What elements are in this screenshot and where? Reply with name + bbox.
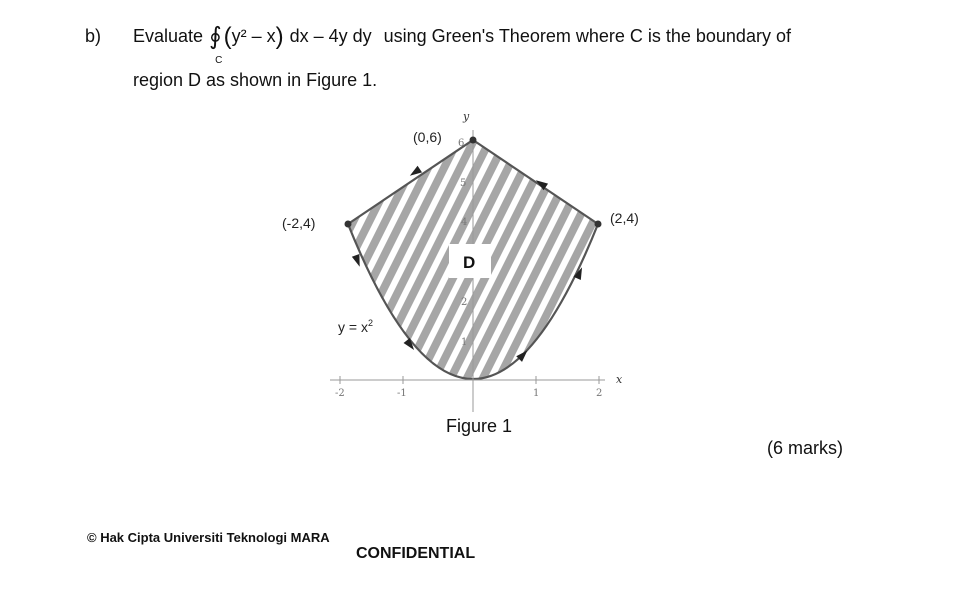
hatch-stripe	[584, 120, 724, 400]
y-axis-label: y	[463, 110, 470, 123]
y-tick-label-1: 1	[461, 337, 468, 348]
question-intro: Evaluate	[133, 26, 204, 46]
x-tick-label-neg1: -1	[397, 388, 407, 399]
hatch-stripe	[664, 120, 804, 400]
vertex-2-4	[595, 221, 602, 228]
question-line-2: region D as shown in Figure 1.	[133, 70, 378, 90]
integral-subscript: C	[215, 54, 223, 66]
confidential-label: CONFIDENTIAL	[356, 545, 476, 562]
hatch-stripe	[200, 120, 340, 400]
vertex-0-6	[470, 137, 477, 144]
curve-label: $y = x^2$	[338, 318, 373, 335]
y-tick-label-6: 6	[458, 138, 465, 149]
hatch-stripe	[616, 120, 756, 400]
question-label: b)	[85, 26, 102, 46]
y-tick-label-2: 2	[461, 297, 468, 308]
copyright-notice: © Hak Cipta Universiti Teknologi MARA	[87, 530, 330, 545]
contour-integral-icon: ∮ C	[209, 28, 222, 46]
x-tick-label-neg2: -2	[335, 388, 345, 399]
x-tick-label-2: 2	[596, 388, 603, 399]
y-tick-label-5: 5	[460, 178, 467, 189]
vertex-label-0-6: (0,6)	[413, 129, 442, 145]
integrand: y² – x	[231, 26, 276, 46]
integral-differentials: dx – 4y dy	[289, 26, 372, 46]
open-paren: (	[223, 22, 232, 50]
x-tick-label-1: 1	[533, 388, 540, 399]
y-tick-label-4: 4	[461, 217, 468, 228]
hatch-stripe	[216, 120, 356, 400]
region-label-d: D	[463, 253, 476, 272]
hatch-stripe	[232, 120, 372, 400]
hatch-stripe	[568, 120, 708, 400]
vertex-neg2-4	[345, 221, 352, 228]
hatch-stripe	[600, 120, 740, 400]
close-paren: )	[275, 22, 284, 50]
question-rest: using Green's Theorem where C is the boundary of	[383, 26, 791, 46]
hatch-stripe	[632, 120, 772, 400]
hatch-stripe	[648, 120, 788, 400]
vertex-label-neg2-4: (-2,4)	[282, 215, 316, 231]
x-axis-label: x	[616, 373, 623, 386]
vertex-label-2-4: (2,4)	[610, 210, 639, 226]
region-hatch	[200, 120, 804, 400]
figure-caption: Figure 1	[446, 416, 513, 436]
marks: (6 marks)	[767, 438, 843, 458]
